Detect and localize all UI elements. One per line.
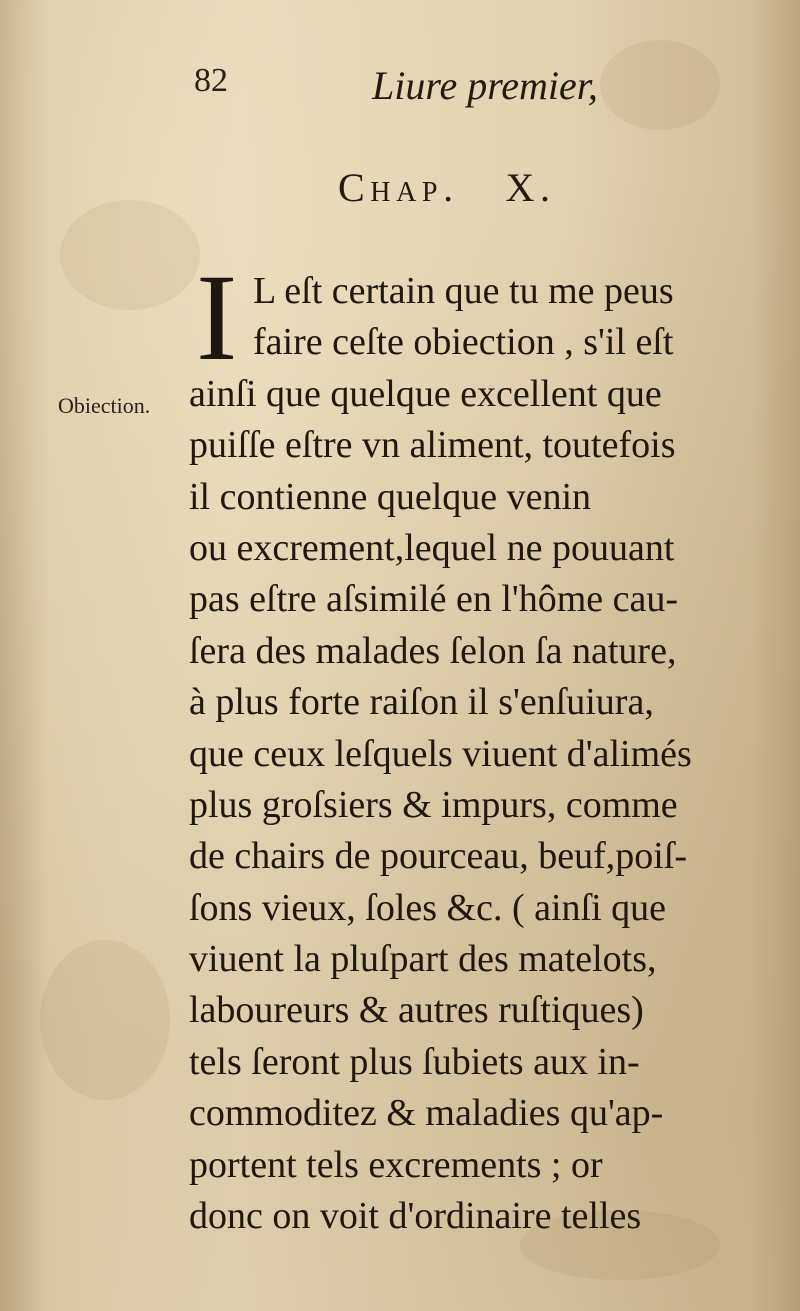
running-title: Liure premier, [372,63,598,108]
text-line: ou excrement,lequel ne pouuant [189,526,675,569]
text-line: à plus forte raiſon il s'enſuiura, [189,681,654,724]
text-line: il contienne quelque venin [189,475,592,518]
text-line: que ceux leſquels viuent d'alimés [189,732,692,775]
drop-cap: I [196,249,238,386]
text-line: puiſſe eſtre vn aliment, toutefois [189,424,676,467]
text-line: ainſi que quelque excellent que [189,372,662,415]
text-line: ſons vieux, ſoles &c. ( ainſi que [189,886,667,929]
page-header [0,62,800,122]
text-line: faire ceſte obiection , s'il eſt [253,321,674,364]
text-line: plus groſsiers & impurs, comme [189,783,678,826]
text-line: tels ſeront plus ſubiets aux in- [189,1040,640,1083]
text-line: de chairs de pourceau, beuf,poiſ- [189,835,688,878]
paper-stain [40,940,170,1100]
text-line: L eſt certain que tu me peus [253,270,674,312]
text-line: viuent la pluſpart des matelots, [189,938,657,981]
text-line: portent tels excrements ; or [189,1143,603,1186]
paper-stain [60,200,200,310]
text-line: pas eſtre aſsimilé en l'hôme cau- [189,578,679,621]
text-line: donc on voit d'ordinaire telles [189,1195,642,1238]
body-text [189,266,769,1242]
chapter-heading: Chap. X. [338,165,556,210]
margin-note: Obiection. [58,393,151,418]
text-line: laboureurs & autres ruſtiques) [189,989,644,1032]
text-line: commoditez & maladies qu'ap- [189,1092,664,1135]
text-line: ſera des malades ſelon ſa nature, [189,629,677,672]
page-number: 82 [194,62,228,99]
